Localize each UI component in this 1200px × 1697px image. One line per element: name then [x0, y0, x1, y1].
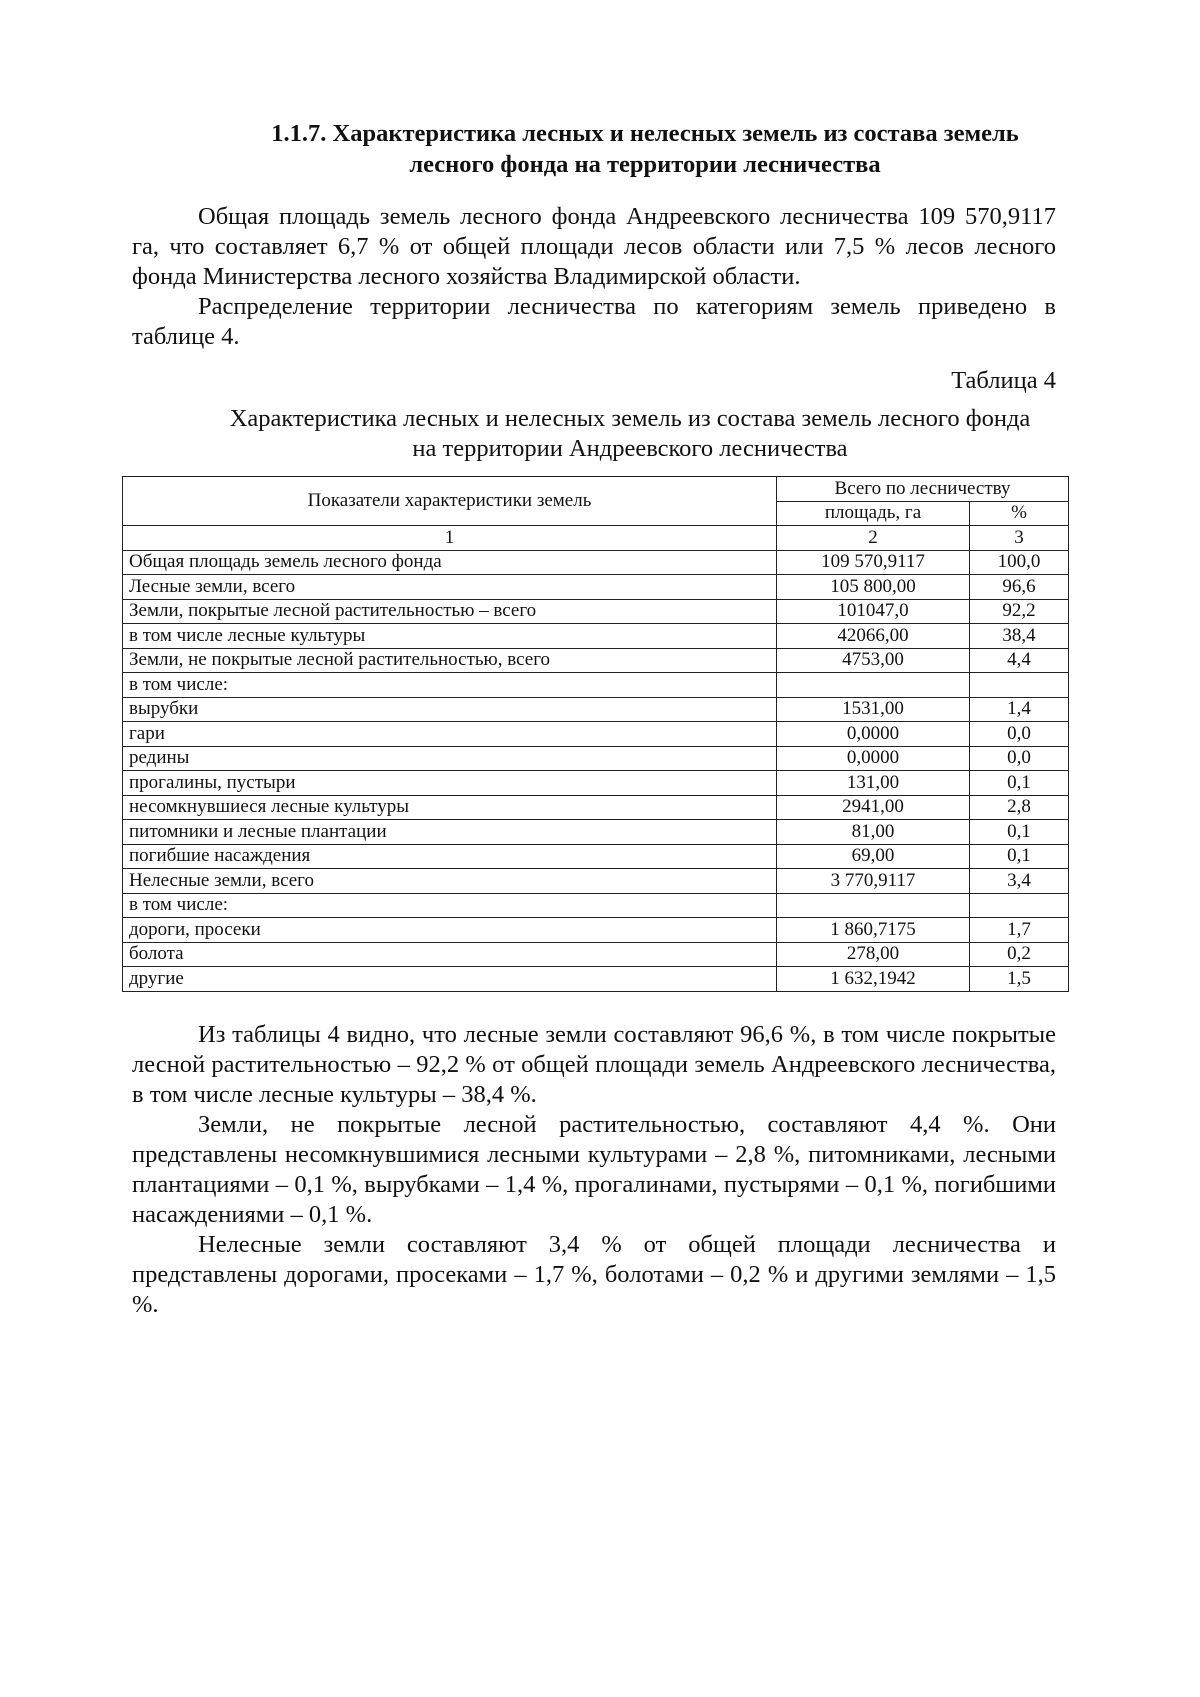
row-percent-cell: 38,4	[970, 624, 1069, 649]
table-row	[123, 550, 1069, 575]
row-percent-cell: 100,0	[970, 550, 1069, 575]
table-row	[123, 844, 1069, 869]
conclusion-paragraph-uncovered-lands: Земли, не покрытые лесной растительностью, составляют 4,4 %. Они представлены несомкнувшимися лесными культурами – 2,8 %, питомниками, лесными плантациями – 0,1 %, вырубками – 1,4 %, прогалинами, пустырями – 0,1 %, погибшими насаждениями – 0,1 %.	[132, 1111, 1056, 1228]
row-name-cell: дороги, просеки	[123, 918, 777, 943]
table-row	[123, 795, 1069, 820]
row-area-cell: 69,00	[777, 844, 970, 869]
row-percent-cell	[970, 893, 1069, 918]
row-name-cell: Лесные земли, всего	[123, 575, 777, 600]
intro-paragraph-distribution: Распределение территории лесничества по категориям земель приведено в таблице 4.	[132, 293, 1056, 350]
column-number-3: 3	[970, 526, 1069, 551]
table-caption-line-1: Характеристика лесных и нелесных земель из состава земель лесного фонда	[229, 405, 1031, 432]
row-area-cell: 0,0000	[777, 746, 970, 771]
table-number-label: Таблица 4	[951, 367, 1056, 394]
row-area-cell: 1 632,1942	[777, 967, 970, 992]
row-percent-cell	[970, 673, 1069, 698]
table-row	[123, 599, 1069, 624]
row-name-cell: погибшие насаждения	[123, 844, 777, 869]
conclusion-paragraph-forest-lands: Из таблицы 4 видно, что лесные земли составляют 96,6 %, в том числе покрытые лесной растительностью – 92,2 % от общей площади земель Андреевского лесничества, в том числе лесные культуры – 38,4 %.	[132, 1021, 1056, 1108]
row-percent-cell: 0,0	[970, 722, 1069, 747]
table-row	[123, 967, 1069, 992]
row-percent-cell: 0,2	[970, 942, 1069, 967]
row-area-cell: 4753,00	[777, 648, 970, 673]
section-heading-line-2: лесного фонда на территории лесничества	[409, 151, 881, 178]
conclusion-paragraph-nonforest-lands: Нелесные земли составляют 3,4 % от общей площади лесничества и представлены дорогами, просеками – 1,7 %, болотами – 0,2 % и другими землями – 1,5 %.	[132, 1231, 1056, 1318]
table-row	[123, 869, 1069, 894]
header-total-group: Всего по лесничеству	[777, 477, 1069, 502]
table-row	[123, 697, 1069, 722]
table-header-row-1	[123, 477, 1069, 502]
column-number-1: 1	[123, 526, 777, 551]
row-area-cell: 81,00	[777, 820, 970, 845]
table-row	[123, 893, 1069, 918]
row-name-cell: вырубки	[123, 697, 777, 722]
row-area-cell: 101047,0	[777, 599, 970, 624]
land-characteristics-table	[122, 476, 1069, 992]
row-percent-cell: 0,1	[970, 844, 1069, 869]
table-row	[123, 624, 1069, 649]
row-percent-cell: 92,2	[970, 599, 1069, 624]
row-area-cell: 2941,00	[777, 795, 970, 820]
row-name-cell: в том числе лесные культуры	[123, 624, 777, 649]
row-area-cell: 278,00	[777, 942, 970, 967]
row-percent-cell: 0,1	[970, 820, 1069, 845]
row-area-cell: 109 570,9117	[777, 550, 970, 575]
row-name-cell: Земли, покрытые лесной растительностью – всего	[123, 599, 777, 624]
table-row	[123, 918, 1069, 943]
row-percent-cell: 0,0	[970, 746, 1069, 771]
table-body	[123, 550, 1069, 991]
row-name-cell: болота	[123, 942, 777, 967]
row-name-cell: Нелесные земли, всего	[123, 869, 777, 894]
row-percent-cell: 1,7	[970, 918, 1069, 943]
header-indicator: Показатели характеристики земель	[123, 477, 777, 526]
row-area-cell: 131,00	[777, 771, 970, 796]
row-name-cell: Общая площадь земель лесного фонда	[123, 550, 777, 575]
row-name-cell: другие	[123, 967, 777, 992]
row-area-cell	[777, 893, 970, 918]
row-percent-cell: 2,8	[970, 795, 1069, 820]
row-area-cell: 0,0000	[777, 722, 970, 747]
table-column-numbers-row	[123, 526, 1069, 551]
row-percent-cell: 96,6	[970, 575, 1069, 600]
row-name-cell: несомкнувшиеся лесные культуры	[123, 795, 777, 820]
section-heading	[230, 118, 1060, 180]
row-area-cell: 1 860,7175	[777, 918, 970, 943]
header-area: площадь, га	[777, 501, 970, 526]
section-heading-line-1: 1.1.7. Характеристика лесных и нелесных земель из состава земель	[271, 120, 1019, 147]
header-percent: %	[970, 501, 1069, 526]
table-row	[123, 746, 1069, 771]
row-name-cell: в том числе:	[123, 673, 777, 698]
table-caption	[190, 404, 1070, 464]
table-row	[123, 820, 1069, 845]
row-name-cell: питомники и лесные плантации	[123, 820, 777, 845]
row-percent-cell: 0,1	[970, 771, 1069, 796]
row-area-cell: 105 800,00	[777, 575, 970, 600]
row-area-cell: 3 770,9117	[777, 869, 970, 894]
row-name-cell: Земли, не покрытые лесной растительностью, всего	[123, 648, 777, 673]
table-row	[123, 771, 1069, 796]
table-row	[123, 673, 1069, 698]
row-percent-cell: 1,4	[970, 697, 1069, 722]
table-row	[123, 722, 1069, 747]
row-area-cell: 42066,00	[777, 624, 970, 649]
row-name-cell: прогалины, пустыри	[123, 771, 777, 796]
column-number-2: 2	[777, 526, 970, 551]
row-area-cell	[777, 673, 970, 698]
row-area-cell: 1531,00	[777, 697, 970, 722]
row-percent-cell: 1,5	[970, 967, 1069, 992]
row-name-cell: гари	[123, 722, 777, 747]
intro-paragraph-area: Общая площадь земель лесного фонда Андреевского лесничества 109 570,9117 га, что составляет 6,7 % от общей площади лесов области или 7,5 % лесов лесного фонда Министерства лесного хозяйства Владимирской области.	[132, 203, 1056, 290]
row-name-cell: в том числе:	[123, 893, 777, 918]
table-row	[123, 942, 1069, 967]
table-caption-line-2: на территории Андреевского лесничества	[412, 435, 848, 462]
table-row	[123, 648, 1069, 673]
table-row	[123, 575, 1069, 600]
row-percent-cell: 3,4	[970, 869, 1069, 894]
row-percent-cell: 4,4	[970, 648, 1069, 673]
row-name-cell: редины	[123, 746, 777, 771]
